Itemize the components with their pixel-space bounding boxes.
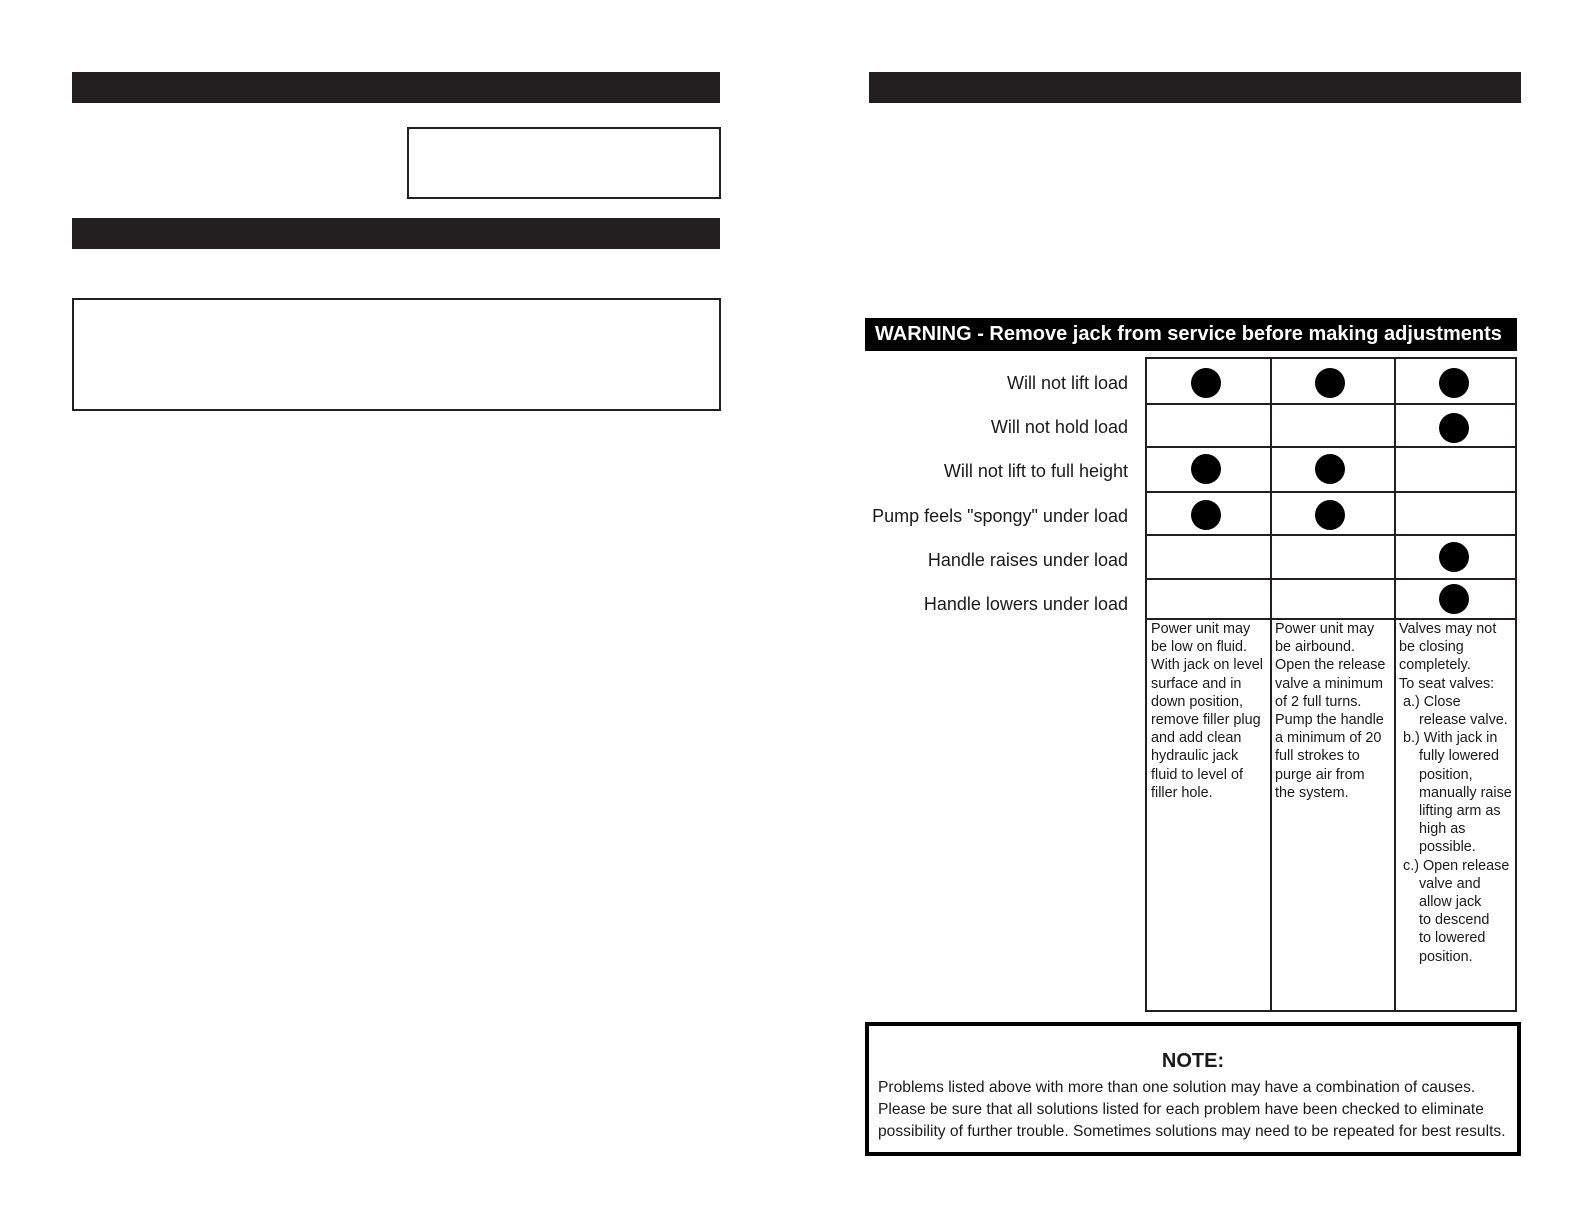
indicator-dot <box>1191 368 1221 398</box>
note-line: possibility of further trouble. Sometimes solutions may need to be repeated for best results. <box>878 1123 1506 1140</box>
indicator-dot <box>1191 454 1221 484</box>
left-header-bar <box>72 72 720 103</box>
solution-text: Valves may not be closing completely. To seat valves: a.) Close release valve. b.) With jack in fully lowered position, manually raise lifting arm as high as possible. c.) Open release valve and allow jack to descend to lowered position. <box>1399 621 1512 965</box>
indicator-dot <box>1439 368 1469 398</box>
note-title: NOTE: <box>1161 1050 1225 1072</box>
grid-divider <box>1145 491 1517 493</box>
note-line: Problems listed above with more than one solution may have a combination of causes. <box>878 1079 1476 1096</box>
indicator-dot <box>1315 454 1345 484</box>
warning-banner: WARNING - Remove jack from service before making adjustments <box>865 318 1517 351</box>
indicator-dot <box>1439 584 1469 614</box>
problem-label: Will not hold load <box>990 417 1128 437</box>
indicator-dot <box>1315 500 1345 530</box>
grid-divider <box>1145 403 1517 405</box>
solution-text: Power unit may be low on fluid. With jack on level surface and in down position, remove filler plug and add clean hydraulic jack fluid to level of filler hole. <box>1151 621 1263 801</box>
indicator-dot <box>1315 368 1345 398</box>
indicator-dot <box>1439 542 1469 572</box>
left-small-box <box>407 127 721 199</box>
solution-text: Power unit may be airbound. Open the release valve a minimum of 2 full turns. Pump the handle a minimum of 20 full strokes to purge air from the system. <box>1275 621 1386 801</box>
problem-label: Will not lift load <box>1006 373 1128 393</box>
problem-label: Will not lift to full height <box>943 461 1128 481</box>
grid-divider <box>1145 578 1517 580</box>
grid-divider <box>1145 446 1517 448</box>
left-large-box <box>72 298 721 411</box>
problem-label: Pump feels "spongy" under load <box>872 506 1128 526</box>
grid-divider <box>1145 534 1517 536</box>
indicator-dot <box>1191 500 1221 530</box>
left-section-bar <box>72 218 720 249</box>
problem-label: Handle raises under load <box>927 550 1128 570</box>
note-box <box>865 1022 1521 1156</box>
note-line: Please be sure that all solutions listed for each problem have been checked to eliminate <box>878 1101 1484 1118</box>
indicator-dot <box>1439 413 1469 443</box>
right-header-bar <box>869 72 1521 103</box>
problem-label: Handle lowers under load <box>923 594 1128 614</box>
